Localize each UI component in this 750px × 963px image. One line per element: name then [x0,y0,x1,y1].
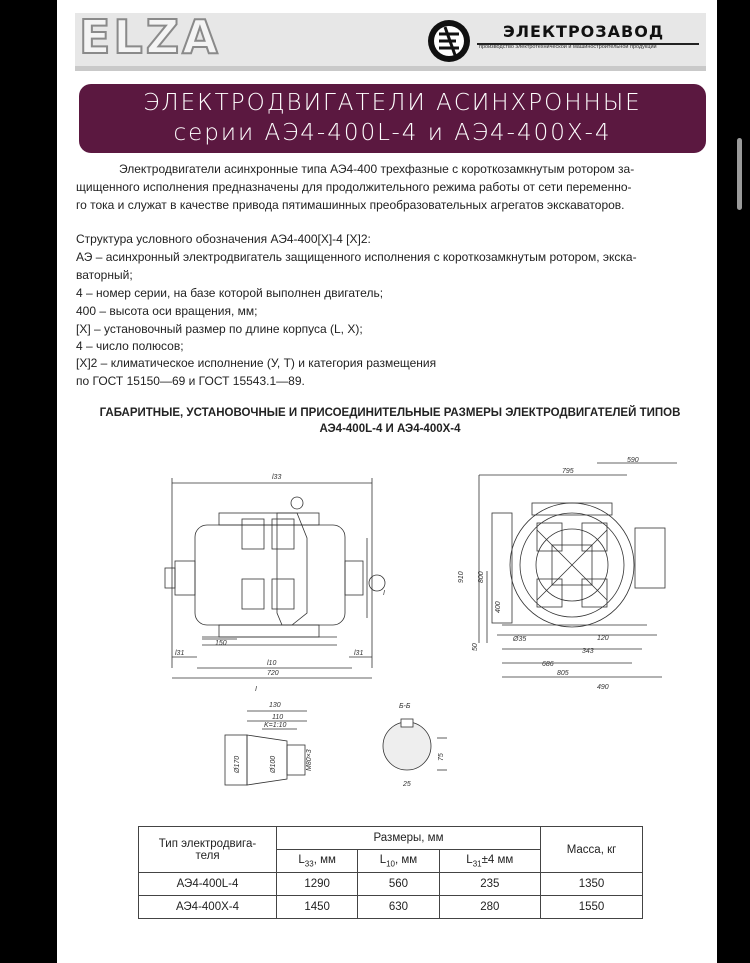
front-view-labels [458,457,639,691]
label-720: 720 [267,670,279,677]
label-805: 805 [557,670,569,677]
label-detail-I: I [383,590,385,597]
structure-line: АЭ – асинхронный электродвигатель защищенного исполнения с короткозамкнутым ротором, экска- [76,250,637,264]
label-400: 400 [495,601,502,613]
title-line-1: ЭЛЕКТРОДВИГАТЕЛИ АСИНХРОННЫЕ [143,90,642,116]
label-35: Ø35 [513,636,527,643]
cell-l31: 235 [439,873,540,896]
label-l10: l10 [267,660,277,667]
label-150: 150 [215,640,227,647]
label-50: 50 [472,643,479,651]
section-bb [383,719,447,770]
structure-line: [X]2 – климатическое исполнение (У, Т) и категория размещения [76,356,437,370]
label-25: 25 [403,781,411,788]
label-bb: Б-Б [399,703,411,710]
structure-line: Структура условного обозначения АЭ4-400[X]-4 [X]2: [76,232,371,246]
label-686: 686 [542,661,554,668]
label-800: 800 [478,571,485,583]
cell-l31: 280 [439,896,540,919]
document-page [57,0,717,963]
section-heading-line-2: АЭ4-400L-4 И АЭ4-400Х-4 [319,423,461,435]
cell-mass: 1350 [541,873,643,896]
header-type: Тип электродвига- теля [139,827,277,873]
front-view [479,463,677,677]
intro-line: Электродвигатели асинхронные типа АЭ4-400 трехфазные с короткозамкнутым ротором за- [119,162,635,176]
header-l10: $L_{10}$, мм [358,850,439,873]
structure-line: [X] – установочный размер по длине корпуса (L, X); [76,322,363,336]
table-row [139,873,643,896]
structure-line: ваторный; [76,268,133,282]
label-120: 120 [597,635,609,642]
structure-line: по ГОСТ 15150—69 и ГОСТ 15543.1—89. [76,374,305,388]
side-view-labels [175,474,385,677]
label-l31-left: l31 [175,650,185,657]
label-343: 343 [582,648,594,655]
intro-line: го тока и служат в качестве привода пятимашинных преобразовательных агрегатов экскаваторов. [76,198,625,212]
table-row [139,896,643,919]
label-l31-right: l31 [354,650,364,657]
header-l33: $L_{33}$, мм [277,850,358,873]
side-view [165,478,385,678]
brand-name: ЭЛЕКТРОЗАВОД [503,22,665,41]
cell-mass: 1550 [541,896,643,919]
label-590: 590 [627,457,639,464]
cell-l10: 560 [358,873,439,896]
dimensions-table [138,826,643,919]
header-l31: $L_{31}\pm 4$ мм [439,850,540,873]
structure-line: 4 – число полюсов; [76,339,184,353]
elza-logo: ELZA [79,10,221,64]
shaft-detail-labels [234,686,313,774]
cell-type: АЭ4-400Х-4 [139,896,277,919]
scrollbar[interactable] [737,138,742,210]
label-910: 910 [458,571,465,583]
cell-type: АЭ4-400L-4 [139,873,277,896]
cell-l10: 630 [358,896,439,919]
structure-line: 4 – номер серии, на базе которой выполнен двигатель; [76,286,384,300]
section-heading-line-1: ГАБАРИТНЫЕ, УСТАНОВОЧНЫЕ И ПРИСОЕДИНИТЕЛЬНЫЕ РАЗМЕРЫ ЭЛЕКТРОДВИГАТЕЛЕЙ ТИПОВ [99,407,681,419]
label-75: 75 [438,753,445,761]
motor-technical-drawing [157,453,717,793]
header-mass: Масса, кг [541,827,643,873]
intro-line: щищенного исполнения предназначены для продолжительного режима работы от сети переменно- [76,180,632,194]
label-k110: K=1:10 [264,722,287,729]
elektrozavod-logo-icon [425,17,473,65]
structure-line: 400 – высота оси вращения, мм; [76,304,258,318]
label-m80: M80×3 [306,749,313,771]
label-170: Ø170 [234,755,241,773]
header-sizes: Размеры, мм [277,827,541,850]
label-l33: l33 [272,474,282,481]
brand-tagline: производство электротехнической и машиностроительной продукции [479,44,657,50]
label-490: 490 [597,684,609,691]
label-detail-name: I [255,686,257,693]
title-line-2: серии АЭ4-400L-4 и АЭ4-400Х-4 [173,120,612,146]
title-banner [79,84,706,153]
cell-l33: 1450 [277,896,358,919]
label-110: 110 [272,714,284,721]
cell-l33: 1290 [277,873,358,896]
label-795: 795 [562,468,574,475]
label-130: 130 [269,702,281,709]
header-stripe [75,66,706,71]
label-100: Ø100 [270,755,277,773]
